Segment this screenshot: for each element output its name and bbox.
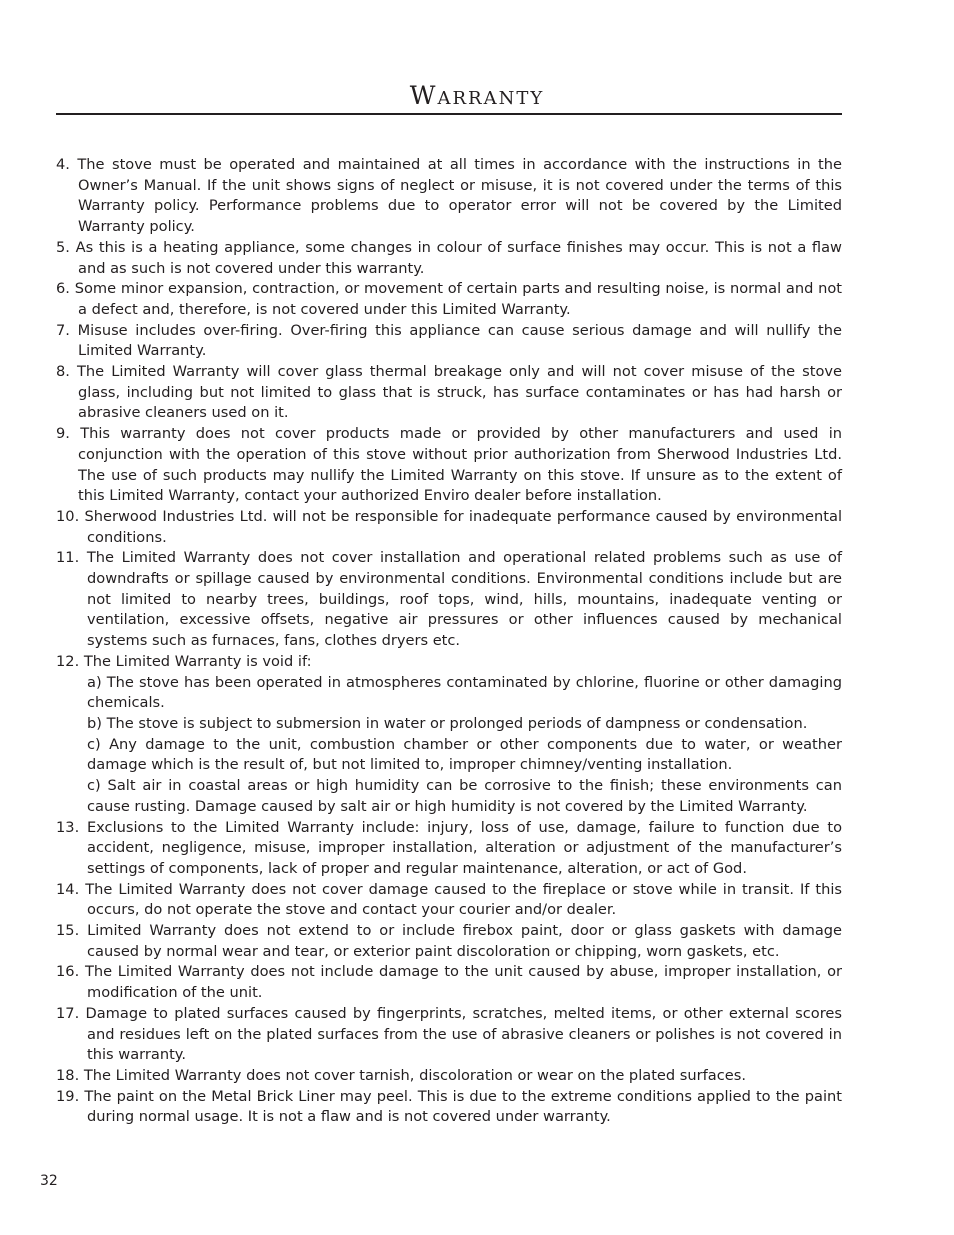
item-number: 16.: [56, 963, 80, 981]
item-text: The Limited Warranty does not cover damage caused to the fireplace or stove while in transit. If this occurs, do not operate the stove and contact your courier and/or dealer.: [85, 880, 843, 919]
warranty-terms-list: [56, 155, 842, 1128]
item-text: The stove must be operated and maintained at all times in accordance with the instructions in the Owner’s Manual. If the unit shows signs of neglect or misuse, it is not covered under the terms of this Warranty policy. Performance problems due to operator error will not be covered by the Limited Warranty policy.: [77, 156, 843, 236]
sub-item: a) The stove has been operated in atmospheres contaminated by chlorine, fluorine or other damaging chemicals.: [87, 673, 842, 712]
item-number: 9.: [56, 425, 70, 443]
list-item: [56, 818, 842, 880]
page-title: Warranty: [409, 81, 545, 110]
item-number: 4.: [56, 156, 70, 173]
page-number: 32: [40, 1173, 58, 1189]
item-text: Sherwood Industries Ltd. will not be responsible for inadequate performance caused by environmental conditions.: [84, 507, 843, 546]
title-rule: [56, 113, 842, 115]
list-item: [56, 1066, 842, 1087]
item-text: Some minor expansion, contraction, or movement of certain parts and resulting noise, is normal and not a defect and, therefore, is not covered under this Limited Warranty.: [74, 280, 843, 318]
sub-item: b) The stove is subject to submersion in water or prolonged periods of dampness or condensation.: [87, 714, 808, 732]
item-number: 13.: [56, 818, 80, 836]
item-text: The Limited Warranty will cover glass thermal breakage only and will not cover misuse of the stove glass, including but not limited to glass that is struck, has surface contaminates or has had harsh or abrasive cleaners used on it.: [77, 363, 842, 422]
item-text: The Limited Warranty does not cover installation and operational related problems such as use of downdrafts or spillage caused by environmental conditions. Environmental conditions include but are not limited to nearby trees, buildings, roof tops, wind, hills, mountains, inadequate venting or ventilation, excessive offsets, negative air pressures or other influences caused by mechanical systems such as furnaces, fans, clothes dryers etc.: [86, 549, 843, 650]
item-number: 12.: [56, 652, 80, 670]
item-text: The Limited Warranty does not cover tarnish, discoloration or wear on the plated surfaces.: [83, 1066, 746, 1084]
list-item: [56, 279, 842, 320]
list-item: [56, 321, 842, 362]
item-number: 15.: [56, 922, 80, 940]
list-item: [56, 507, 842, 548]
item-number: 8.: [56, 363, 70, 381]
list-item: [56, 1004, 842, 1066]
item-number: 18.: [56, 1066, 80, 1084]
list-item: [56, 155, 842, 238]
item-text: Damage to plated surfaces caused by fingerprints, scratches, melted items, or other external scores and residues left on the plated surfaces from the use of abrasive cleaners or polishes is not covered in this warranty.: [85, 1004, 842, 1064]
list-item: [56, 921, 842, 962]
item-number: 7.: [56, 321, 70, 339]
sub-item: c) Salt air in coastal areas or high humidity can be corrosive to the finish; these environments can cause rusting. Damage caused by salt air or high humidity is not covered by the Limited Warranty.: [87, 777, 842, 815]
list-item: [56, 362, 842, 424]
item-number: 19.: [56, 1087, 80, 1105]
item-text: This warranty does not cover products made or provided by other manufacturers and used in conjunction with the operation of this stove without prior authorization from Sherwood Industries Ltd. The use of such products may nullify the Limited Warranty on this stove. If unsure as to the extent of this Limited Warranty, contact your authorized Enviro dealer before installation.: [78, 425, 842, 505]
list-item: [56, 962, 842, 1003]
item-text: The Limited Warranty is void if:: [83, 652, 312, 670]
item-text: The Limited Warranty does not include damage to the unit caused by abuse, improper installation, or modification of the unit.: [84, 963, 843, 1002]
item-number: 17.: [56, 1004, 80, 1022]
list-item: [56, 880, 842, 921]
list-item: [56, 1087, 842, 1128]
item-text: The paint on the Metal Brick Liner may peel. This is due to the extreme conditions applied to the paint during normal usage. It is not a flaw and is not covered under warranty.: [84, 1087, 842, 1126]
item-number: 6.: [56, 280, 70, 298]
item-number: 10.: [56, 507, 80, 525]
list-item: [56, 238, 842, 279]
sub-item: c) Any damage to the unit, combustion chamber or other components due to water, or weather damage which is the result of, but not limited to, improper chimney/venting installation.: [87, 735, 842, 774]
list-item: [56, 548, 842, 652]
item-text: Limited Warranty does not extend to or include firebox paint, door or glass gaskets with damage caused by normal wear and tear, or exterior paint discoloration or chipping, worn gaskets, etc.: [87, 922, 842, 960]
item-number: 5.: [56, 238, 70, 256]
item-number: 14.: [56, 880, 80, 898]
list-item: [56, 652, 842, 818]
item-text: Misuse includes over-firing. Over-firing this appliance can cause serious damage and will nullify the Limited Warranty.: [77, 321, 842, 360]
item-text: As this is a heating appliance, some changes in colour of surface finishes may occur. This is not a flaw and as such is not covered under this warranty.: [75, 238, 842, 277]
item-text: Exclusions to the Limited Warranty include: injury, loss of use, damage, failure to function due to accident, negligence, misuse, improper installation, alteration or adjustment of the manufacturer’s settings of components, lack of proper and regular maintenance, alteration, or act of God.: [86, 818, 843, 877]
item-number: 11.: [56, 549, 80, 567]
list-item: [56, 424, 842, 507]
